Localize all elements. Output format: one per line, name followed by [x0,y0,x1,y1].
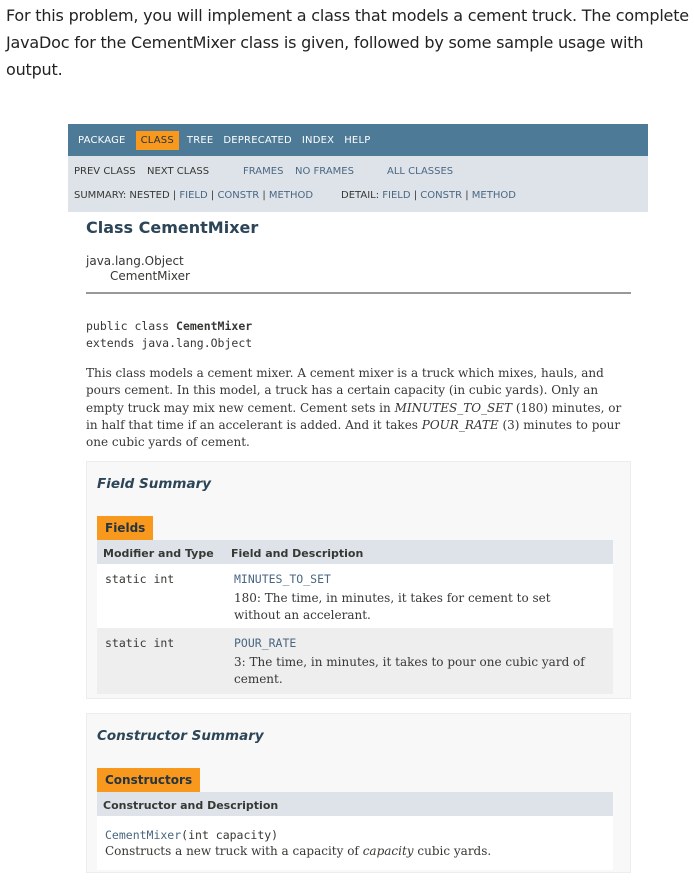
constructor-desc-prefix: Constructs a new truck with a capacity of [105,844,363,858]
constructor-table-header [97,792,613,816]
field-desc-line: 3: The time, in minutes, it takes to pour one cubic yard of [234,655,585,669]
summary-nav [74,190,313,201]
summary-field-link[interactable]: FIELD [179,190,208,201]
no-frames-link[interactable]: NO FRAMES [295,166,354,177]
intro-line-2: JavaDoc for the CementMixer class is given, followed by some sample usage with output. [6,33,644,79]
summary-sep: | [207,190,218,201]
field-type: static int [105,572,175,586]
field-link-pour-rate[interactable]: POUR_RATE [234,636,297,650]
summary-sep: | [259,190,269,201]
constructors-caption: Constructors [97,768,200,792]
nav-class[interactable]: CLASS [136,131,179,150]
decl-class-name: CementMixer [176,319,253,333]
inheritance-tree [86,254,190,284]
detail-field-link[interactable]: FIELD [382,190,411,201]
detail-constr-link[interactable]: CONSTR [420,190,463,201]
summary-prefix: SUMMARY: NESTED | [74,190,180,201]
col-field-description: Field and Description [231,547,364,560]
field-description [234,590,551,624]
detail-method-link[interactable]: METHOD [471,190,516,201]
class-description [86,365,626,451]
detail-sep: | [462,190,472,201]
field-table-header [97,540,613,564]
detail-sep: | [410,190,421,201]
nav-package[interactable]: PACKAGE [78,134,126,146]
summary-constr-link[interactable]: CONSTR [217,190,260,201]
constructor-signature [105,824,278,843]
top-navbar [68,124,648,156]
field-desc-line: cement. [234,672,283,686]
constructor-desc-suffix: cubic yards. [413,844,492,858]
detail-nav [341,190,516,201]
detail-prefix: DETAIL: [341,190,383,201]
divider [86,292,631,294]
field-desc-line: without an accelerant. [234,608,371,622]
descr-part-2: (180) minutes, or in half that time if an accelerant is added. And it takes [86,400,622,432]
nav-help[interactable]: HELP [344,134,371,146]
constructor-params: (int capacity) [181,828,279,842]
class-title: Class CementMixer [86,218,259,237]
field-description [234,654,585,688]
inheritance-child: CementMixer [110,269,190,283]
javadoc-page [68,124,648,858]
descr-const-2: POUR_RATE [421,417,499,432]
descr-part-3: (3) minutes to pour one cubic yards of cement. [86,417,621,450]
constructor-link[interactable]: CementMixer [105,828,182,842]
table-row [97,628,613,694]
field-type: static int [105,636,175,650]
decl-extends: extends java.lang.Object [86,336,253,350]
constructor-description [105,843,491,860]
table-row [97,564,613,628]
frames-link[interactable]: FRAMES [243,166,284,177]
descr-const-1: MINUTES_TO_SET [394,400,513,415]
intro-text [6,2,694,83]
next-class-link: NEXT CLASS [147,166,210,177]
descr-part-1: This class models a cement mixer. A cement mixer is a truck which mixes, hauls, and pours cement. In this model, a truck has a certain capacity (in cubic yards). Only an empty truck may mix new cement. Cement sets in [86,366,604,415]
fields-caption: Fields [97,516,153,540]
field-summary-section [86,461,631,699]
constructor-desc-param: capacity [362,844,414,858]
intro-line-1: For this problem, you will implement a class that models a cement truck. The complete [6,6,689,25]
field-desc-line: 180: The time, in minutes, it takes for cement to set [234,591,551,605]
sub-navbar [68,156,648,212]
nav-index[interactable]: INDEX [301,134,335,146]
nav-deprecated[interactable]: DEPRECATED [223,134,292,146]
table-row [97,816,613,870]
col-constructor-description: Constructor and Description [103,799,279,812]
nav-tree[interactable]: TREE [186,134,214,146]
field-link-minutes-to-set[interactable]: MINUTES_TO_SET [234,572,331,586]
class-declaration [86,318,252,352]
col-modifier-type: Modifier and Type [103,547,214,560]
summary-method-link[interactable]: METHOD [268,190,314,201]
inheritance-parent: java.lang.Object [86,254,184,268]
constructor-summary-section [86,713,631,873]
decl-prefix: public class [86,319,177,333]
constructor-summary-heading: Constructor Summary [97,728,264,744]
all-classes-link[interactable]: ALL CLASSES [387,166,454,177]
field-summary-heading: Field Summary [97,476,212,492]
prev-class-link: PREV CLASS [74,166,136,177]
